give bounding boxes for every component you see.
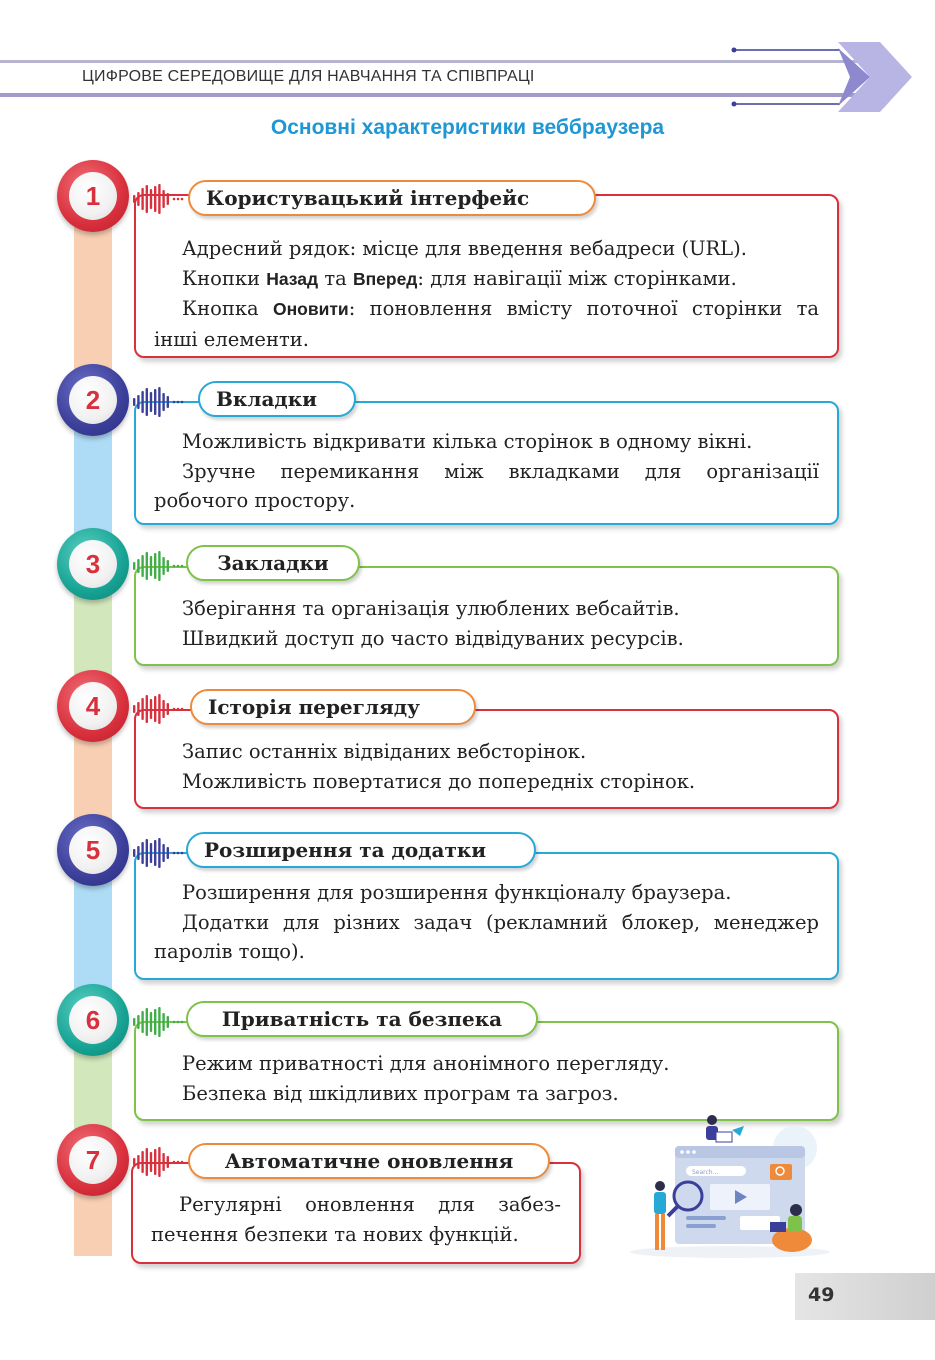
card-line bbox=[151, 1190, 561, 1249]
feature-card-5 bbox=[134, 852, 839, 980]
text-fragment: Кнопки bbox=[182, 266, 267, 290]
text-fragment: Режим приватності для анонімного перегляду. bbox=[182, 1052, 670, 1075]
card-line bbox=[154, 767, 819, 797]
page-title: Основні характеристики веббраузера bbox=[270, 116, 665, 139]
sound-wave-icon bbox=[131, 1005, 187, 1039]
number-badge-6 bbox=[57, 984, 129, 1056]
illustration-search-text: Search... bbox=[692, 1169, 719, 1176]
bold-term: Вперед bbox=[352, 268, 418, 289]
text-fragment: : для навігації між сторінками. bbox=[417, 266, 737, 290]
sound-wave-icon bbox=[131, 385, 187, 419]
sound-wave-icon bbox=[131, 549, 187, 583]
card-line bbox=[154, 737, 819, 767]
card-line bbox=[154, 294, 819, 354]
text-fragment: Зберігання та організація улюблених вебсайтів. bbox=[182, 597, 680, 620]
text-fragment: Регулярні оновлення для забезпечення безпеки та нових функцій. bbox=[151, 1193, 561, 1246]
feature-card-2 bbox=[134, 401, 839, 525]
card-line bbox=[154, 908, 819, 967]
card-text-1 bbox=[136, 196, 837, 354]
page-number: 49 bbox=[808, 1284, 835, 1306]
feature-title-5: Розширення та додатки bbox=[186, 832, 536, 868]
number-badge-3 bbox=[57, 528, 129, 600]
number-badge-7 bbox=[57, 1124, 129, 1196]
browser-illustration bbox=[620, 1110, 840, 1260]
number-3: 3 bbox=[69, 540, 117, 588]
text-fragment: Розширення для розширення функціоналу браузера. bbox=[182, 881, 732, 904]
feature-card-1 bbox=[134, 194, 839, 358]
card-line bbox=[154, 234, 819, 264]
number-4: 4 bbox=[69, 682, 117, 730]
feature-title-2: Вкладки bbox=[198, 381, 356, 417]
text-fragment: Адресний рядок: місце для введення вебадреси (URL). bbox=[182, 237, 747, 260]
number-1: 1 bbox=[69, 172, 117, 220]
card-text-5 bbox=[136, 854, 837, 967]
sound-wave-icon bbox=[131, 182, 187, 216]
number-7: 7 bbox=[69, 1136, 117, 1184]
sound-wave-icon bbox=[131, 1145, 187, 1179]
text-fragment: Зручне перемикання між вкладками для організації робочого простору. bbox=[154, 459, 819, 512]
feature-title-7: Автоматичне оновлення bbox=[188, 1143, 550, 1179]
number-6: 6 bbox=[69, 996, 117, 1044]
number-badge-2 bbox=[57, 364, 129, 436]
bold-term: Назад bbox=[266, 268, 319, 289]
text-fragment: : поновлення вмісту поточної сторінки та інші елементи. bbox=[154, 297, 819, 351]
text-fragment: Запис останніх відвіданих вебсторінок. bbox=[182, 740, 587, 763]
card-line bbox=[154, 1079, 819, 1109]
text-fragment: Можливість повертатися до попередніх сторінок. bbox=[182, 769, 696, 793]
card-line bbox=[154, 594, 819, 624]
text-fragment: Додатки для різних задач (рекламний блокер, менеджер паролів тощо). bbox=[154, 910, 819, 963]
text-fragment: Кнопка bbox=[182, 297, 273, 320]
text-fragment: Швидкий доступ до часто відвідуваних ресурсів. bbox=[182, 626, 684, 650]
number-badge-4 bbox=[57, 670, 129, 742]
number-5: 5 bbox=[69, 826, 117, 874]
number-badge-5 bbox=[57, 814, 129, 886]
card-line bbox=[154, 264, 819, 295]
card-line bbox=[154, 624, 819, 654]
card-line bbox=[154, 878, 819, 908]
feature-title-4: Історія перегляду bbox=[190, 689, 476, 725]
text-fragment: та bbox=[318, 266, 353, 290]
card-text-2 bbox=[136, 403, 837, 516]
feature-title-3: Закладки bbox=[186, 545, 360, 581]
feature-card-3 bbox=[134, 566, 839, 666]
card-line bbox=[154, 1049, 819, 1079]
section-title: ЦИФРОВЕ СЕРЕДОВИЩЕ ДЛЯ НАВЧАННЯ ТА СПІВПРАЦІ bbox=[82, 68, 535, 85]
card-line bbox=[154, 457, 819, 516]
sound-wave-icon bbox=[131, 836, 187, 870]
number-badge-1 bbox=[57, 160, 129, 232]
bold-term: Оновити bbox=[272, 299, 349, 319]
sound-wave-icon bbox=[131, 692, 187, 726]
header-chevron-icon bbox=[720, 40, 915, 115]
card-line bbox=[154, 427, 819, 457]
text-fragment: Можливість відкривати кілька сторінок в одному вікні. bbox=[182, 430, 753, 453]
feature-title-1: Користувацький інтерфейс bbox=[188, 180, 596, 216]
feature-title-6: Приватність та безпека bbox=[186, 1001, 538, 1037]
number-2: 2 bbox=[69, 376, 117, 424]
text-fragment: Безпека від шкідливих програм та загроз. bbox=[182, 1081, 619, 1105]
